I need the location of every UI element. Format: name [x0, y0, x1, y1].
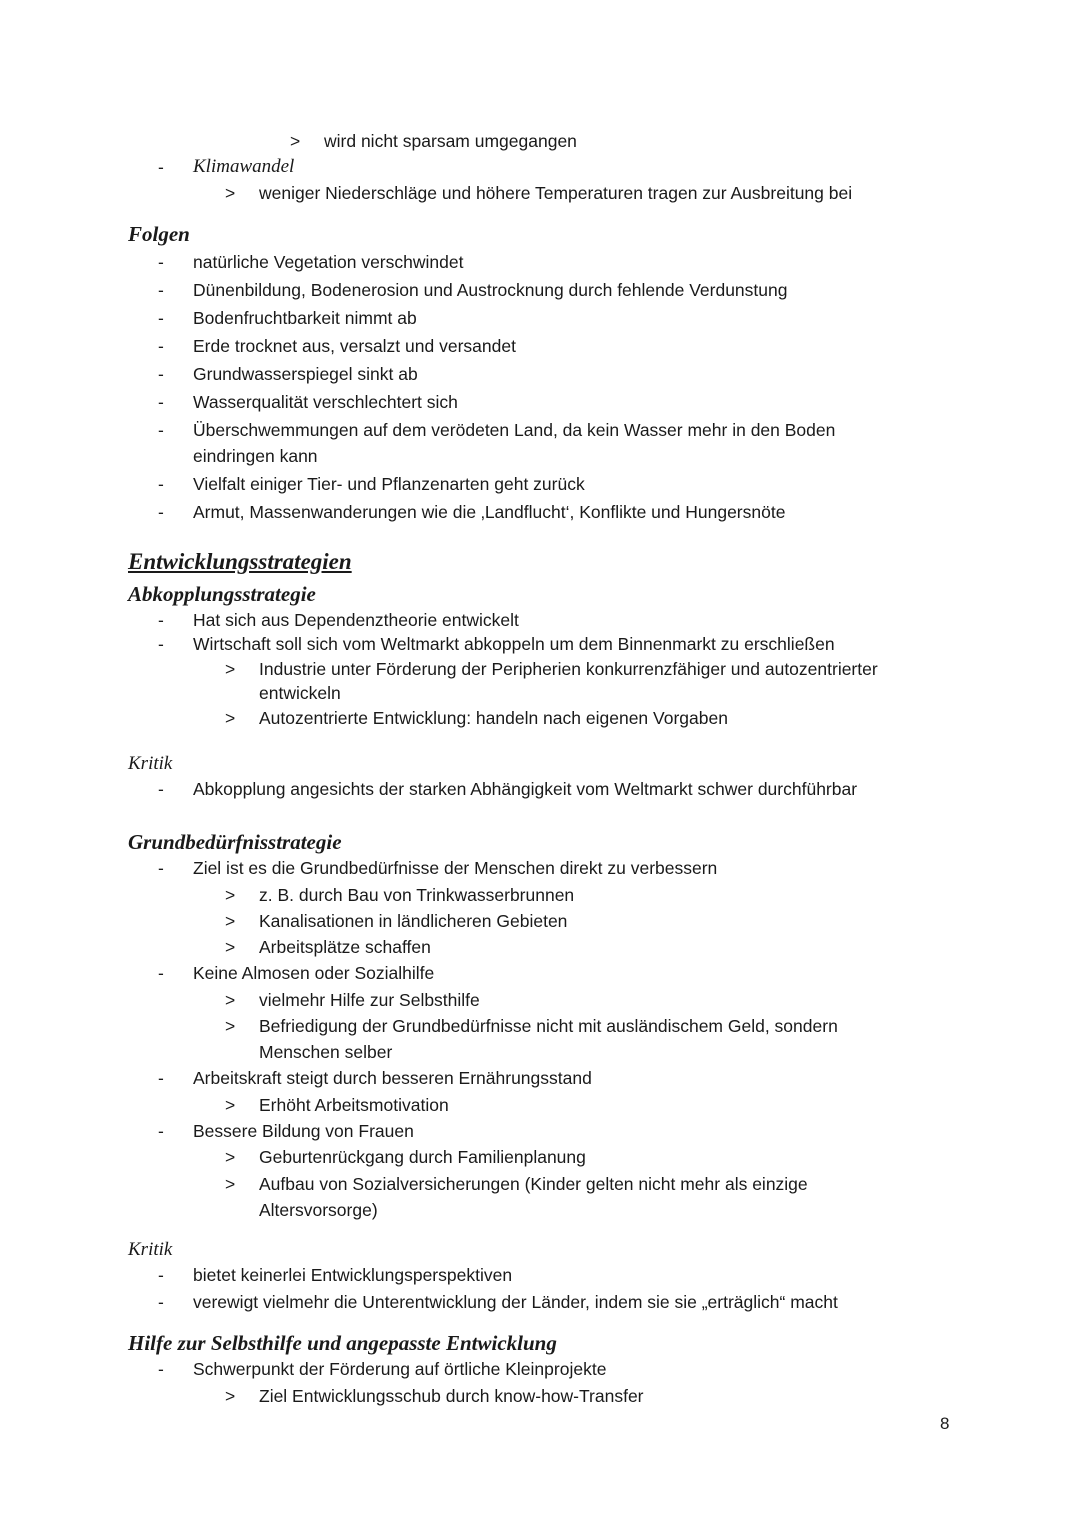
list-item: Armut, Massenwanderungen wie die ‚Landflucht‘, Konflikte und Hungersnöte — [193, 502, 786, 522]
dash-marker: - — [158, 474, 164, 494]
dash-marker: - — [158, 1068, 164, 1088]
arrow-marker: > — [290, 131, 301, 151]
dash-marker: - — [158, 1292, 164, 1312]
dash-marker: - — [158, 420, 164, 440]
dash-marker: - — [158, 1359, 164, 1379]
arrow-marker: > — [225, 1174, 236, 1194]
list-item: Wirtschaft soll sich vom Weltmarkt abkoppeln um dem Binnenmarkt zu erschließen — [193, 634, 835, 654]
dash-marker: - — [158, 779, 164, 799]
list-item: Abkopplung angesichts der starken Abhängigkeit vom Weltmarkt schwer durchführbar — [193, 779, 858, 799]
dash-marker: - — [158, 610, 164, 630]
arrow-marker: > — [225, 937, 236, 957]
list-item: Dünenbildung, Bodenerosion und Austrocknung durch fehlende Verdunstung — [193, 280, 788, 300]
list-item-continuation: Altersvorsorge) — [259, 1200, 378, 1220]
subsection-heading: Abkopplungsstrategie — [128, 582, 316, 606]
list-item: Arbeitsplätze schaffen — [259, 937, 431, 957]
dash-marker: - — [158, 502, 164, 522]
list-item: Erhöht Arbeitsmotivation — [259, 1095, 449, 1115]
dash-marker: - — [158, 1265, 164, 1285]
section-heading: Folgen — [128, 222, 190, 246]
arrow-marker: > — [225, 990, 236, 1010]
section-heading: Entwicklungsstrategien — [128, 549, 352, 574]
list-item: Überschwemmungen auf dem verödeten Land, da kein Wasser mehr in den Boden — [193, 420, 836, 440]
list-item: vielmehr Hilfe zur Selbsthilfe — [259, 990, 480, 1010]
arrow-marker: > — [225, 659, 236, 679]
dash-marker: - — [158, 1121, 164, 1141]
page-number: 8 — [940, 1414, 950, 1433]
list-item: wird nicht sparsam umgegangen — [324, 131, 577, 151]
arrow-marker: > — [225, 1386, 236, 1406]
list-item: Wasserqualität verschlechtert sich — [193, 392, 458, 412]
arrow-marker: > — [225, 1147, 236, 1167]
arrow-marker: > — [225, 708, 236, 728]
list-item: Ziel ist es die Grundbedürfnisse der Menschen direkt zu verbessern — [193, 858, 718, 878]
list-item: Grundwasserspiegel sinkt ab — [193, 364, 418, 384]
kritik-label: Kritik — [128, 1239, 173, 1260]
list-item: weniger Niederschläge und höhere Temperaturen tragen zur Ausbreitung bei — [259, 183, 853, 203]
list-item: Schwerpunkt der Förderung auf örtliche Kleinprojekte — [193, 1359, 607, 1379]
list-item: Vielfalt einiger Tier- und Pflanzenarten geht zurück — [193, 474, 585, 494]
dash-marker: - — [158, 392, 164, 412]
list-item-continuation: entwickeln — [259, 683, 341, 703]
list-item-continuation: eindringen kann — [193, 446, 318, 466]
kritik-label: Kritik — [128, 753, 173, 774]
list-item: Erde trocknet aus, versalzt und versandet — [193, 336, 516, 356]
list-item: Bessere Bildung von Frauen — [193, 1121, 414, 1141]
list-item: Klimawandel — [193, 156, 295, 177]
list-item: Geburtenrückgang durch Familienplanung — [259, 1147, 586, 1167]
list-item: natürliche Vegetation verschwindet — [193, 252, 464, 272]
list-item: verewigt vielmehr die Unterentwicklung der Länder, indem sie sie „erträglich“ macht — [193, 1292, 838, 1312]
dash-marker: - — [158, 963, 164, 983]
subsection-heading: Grundbedürfnisstrategie — [128, 830, 342, 854]
list-item: Aufbau von Sozialversicherungen (Kinder gelten nicht mehr als einzige — [259, 1174, 808, 1194]
dash-marker: - — [158, 157, 164, 177]
dash-marker: - — [158, 252, 164, 272]
dash-marker: - — [158, 336, 164, 356]
subsection-heading: Hilfe zur Selbsthilfe und angepasste Entwicklung — [128, 1331, 557, 1355]
dash-marker: - — [158, 364, 164, 384]
list-item: z. B. durch Bau von Trinkwasserbrunnen — [259, 885, 575, 905]
list-item: bietet keinerlei Entwicklungsperspektiven — [193, 1265, 513, 1285]
list-item: Befriedigung der Grundbedürfnisse nicht mit ausländischem Geld, sondern — [259, 1016, 838, 1036]
arrow-marker: > — [225, 1016, 236, 1036]
list-item: Hat sich aus Dependenztheorie entwickelt — [193, 610, 519, 630]
arrow-marker: > — [225, 885, 236, 905]
list-item: Keine Almosen oder Sozialhilfe — [193, 963, 435, 983]
dash-marker: - — [158, 858, 164, 878]
list-item: Bodenfruchtbarkeit nimmt ab — [193, 308, 417, 328]
dash-marker: - — [158, 634, 164, 654]
dash-marker: - — [158, 308, 164, 328]
list-item: Arbeitskraft steigt durch besseren Ernährungsstand — [193, 1068, 592, 1088]
list-item: Kanalisationen in ländlicheren Gebieten — [259, 911, 568, 931]
list-item: Industrie unter Förderung der Peripherien konkurrenzfähiger und autozentrierter — [259, 659, 878, 679]
arrow-marker: > — [225, 1095, 236, 1115]
dash-marker: - — [158, 280, 164, 300]
arrow-marker: > — [225, 183, 236, 203]
list-item: Autozentrierte Entwicklung: handeln nach eigenen Vorgaben — [259, 708, 728, 728]
list-item: Ziel Entwicklungsschub durch know-how-Transfer — [259, 1386, 644, 1406]
list-item-continuation: Menschen selber — [259, 1042, 393, 1062]
arrow-marker: > — [225, 911, 236, 931]
